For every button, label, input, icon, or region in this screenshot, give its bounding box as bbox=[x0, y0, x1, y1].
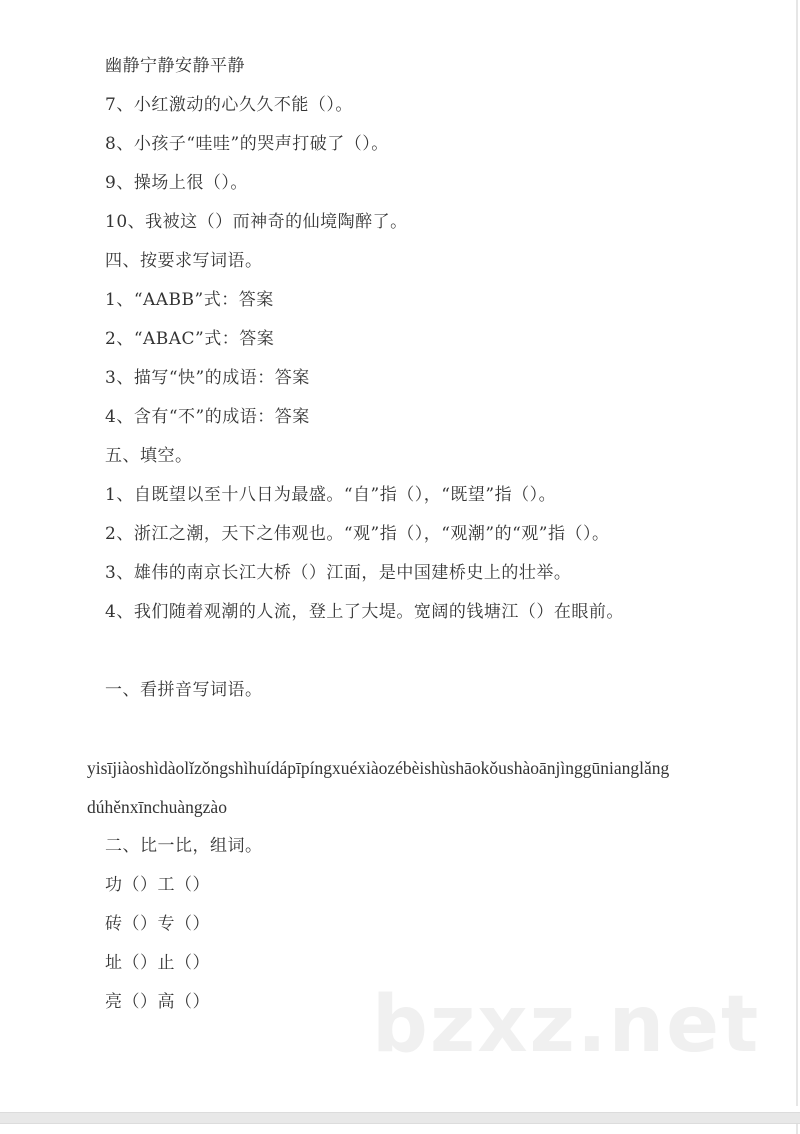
section-5-item-3: 3、雄伟的南京长江大桥（）江面，是中国建桥史上的壮举。 bbox=[105, 563, 572, 583]
section-4-item-4: 4、含有“不”的成语：答案 bbox=[105, 407, 310, 427]
section-4-item-1: 1、“AABB”式：答案 bbox=[105, 290, 274, 310]
section-2-heading: 二、比一比，组词。 bbox=[105, 836, 263, 856]
section-5-heading: 五、填空。 bbox=[105, 446, 193, 466]
compare-row-1: 功（）工（） bbox=[105, 875, 210, 895]
question-9: 9、操场上很（）。 bbox=[105, 173, 248, 193]
compare-row-2: 砖（）专（） bbox=[105, 914, 210, 934]
compare-row-4: 亮（）高（） bbox=[105, 992, 210, 1012]
question-10: 10、我被这（）而神奇的仙境陶醉了。 bbox=[105, 212, 408, 232]
section-4-heading: 四、按要求写词语。 bbox=[105, 251, 263, 271]
section-5-item-2: 2、浙江之潮，天下之伟观也。“观”指（），“观潮”的“观”指（）。 bbox=[105, 524, 610, 544]
section-4-item-2: 2、“ABAC”式：答案 bbox=[105, 329, 275, 349]
question-8: 8、小孩子“哇哇”的哭声打破了（）。 bbox=[105, 134, 389, 154]
question-7: 7、小红激动的心久久不能（）。 bbox=[105, 95, 353, 115]
section-1-heading: 一、看拼音写词语。 bbox=[105, 680, 263, 700]
next-page-edge bbox=[0, 1124, 798, 1134]
watermark: bzxz.net bbox=[372, 980, 761, 1070]
section-5-item-4: 4、我们随着观潮的人流，登上了大堤。宽阔的钱塘江（）在眼前。 bbox=[105, 602, 624, 622]
page-separator bbox=[0, 1112, 800, 1124]
word-list-line: 幽静宁静安静平静 bbox=[105, 56, 245, 76]
compare-row-3: 址（）止（） bbox=[105, 953, 210, 973]
pinyin-line-2: dúhěnxīnchuàngzào bbox=[87, 797, 227, 817]
section-5-item-1: 1、自既望以至十八日为最盛。“自”指（），“既望”指（）。 bbox=[105, 485, 557, 505]
pinyin-line-1: yisījiàoshìdàolǐzǒngshìhuídápīpíngxuéxiàozébèishùshāokǒushàoānjìnggūnianglǎng bbox=[87, 758, 670, 778]
section-4-item-3: 3、描写“快”的成语：答案 bbox=[105, 368, 310, 388]
